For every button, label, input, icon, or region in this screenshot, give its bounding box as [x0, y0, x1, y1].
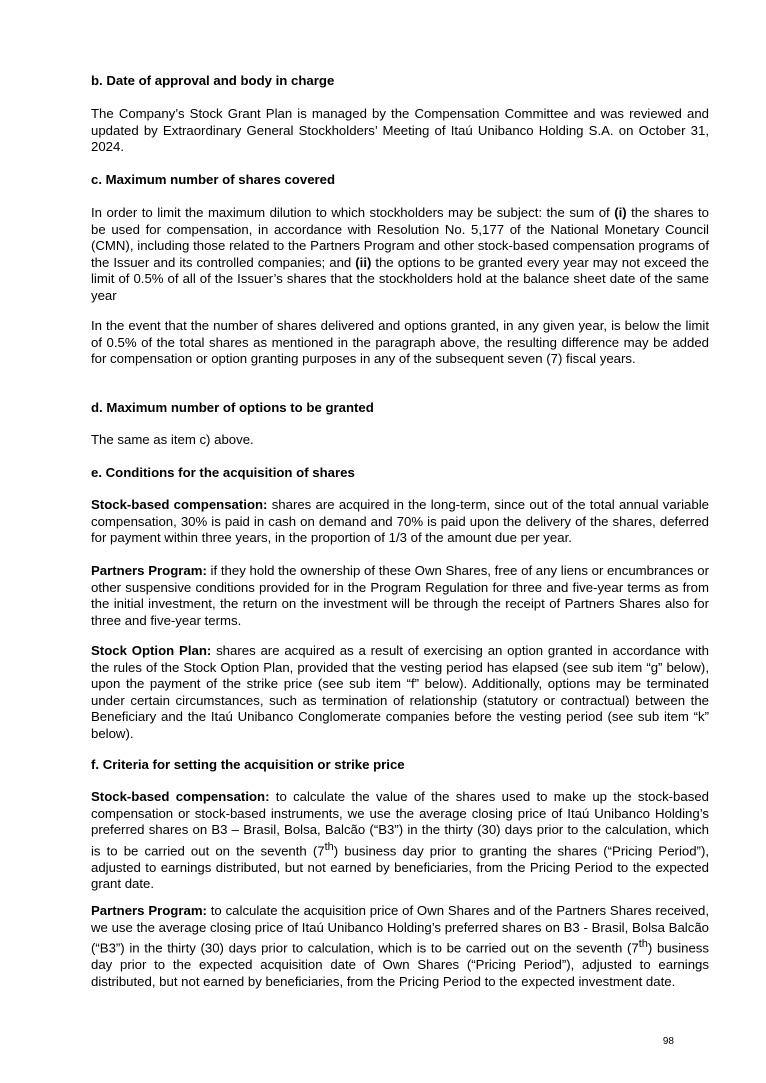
paragraph-f-1 [91, 789, 709, 893]
label-partners-program-f: Partners Program: [91, 903, 207, 918]
label-stock-option-plan: Stock Option Plan: [91, 643, 212, 658]
heading-f: f. Criteria for setting the acquisition or strike price [91, 757, 405, 772]
paragraph-e-1 [91, 497, 709, 547]
paragraph-c-1-text-b: the shares to be used for compensation, in accordance with Resolution No. 5,177 of the National Monetary Council (CMN), including those related to the Partners Program and other stock-based compensation programs of the Issuer and its controlled companies; and [91, 205, 709, 270]
heading-d: d. Maximum number of options to be granted [91, 400, 374, 415]
label-partners-program: Partners Program: [91, 563, 207, 578]
paragraph-e-2 [91, 563, 709, 629]
label-stock-based-compensation-f: Stock-based compensation: [91, 789, 270, 804]
paragraph-c-1-marker-i: (i) [614, 205, 627, 220]
heading-b: b. Date of approval and body in charge [91, 73, 335, 88]
paragraph-e-1-text: shares are acquired in the long-term, since out of the total annual variable compensation, 30% is paid in cash on demand and 70% is paid upon the delivery of the shares, deferred for payment within three years, in the proportion of 1/3 of the amount due per year. [91, 497, 709, 546]
heading-e: e. Conditions for the acquisition of shares [91, 465, 355, 480]
superscript-th: th [324, 840, 334, 853]
paragraph-b-1: The Company’s Stock Grant Plan is managed by the Compensation Committee and was reviewed and updated by Extraordinary General Stockholders’ Meeting of Itaú Unibanco Holding S.A. on October 31, 2024. [91, 106, 709, 155]
paragraph-c-1-text-a: In order to limit the maximum dilution to which stockholders may be subject: the sum of [91, 205, 615, 220]
heading-c: c. Maximum number of shares covered [91, 172, 336, 187]
paragraph-e-3-text: shares are acquired as a result of exercising an option granted in accordance with the rules of the Stock Option Plan, provided that the vesting period has elapsed (see sub item “g” below), upon the payment of the strike price (see sub item “f” below). Additionally, options may be terminated under certain circumstances, such as termination of relationship (statutory or contractual) between the Beneficiary and the Itaú Unibanco Conglomerate companies before the vesting period (see sub item “k” below). [91, 643, 709, 741]
paragraph-e-3 [91, 643, 709, 743]
label-stock-based-compensation: Stock-based compensation: [91, 497, 268, 512]
paragraph-f-2-text-b: ) business day prior to the expected acquisition date of Own Shares (“Pricing Period”), adjusted to earnings distributed, but not earned by beneficiaries, from the Pricing Period to the expected investment date. [91, 940, 709, 989]
paragraph-e-2-text: if they hold the ownership of these Own Shares, free of any liens or encumbrances or other suspensive conditions provided for in the Program Regulation for three and five-year terms as from the initial investment, the return on the investment will be through the receipt of Partners Shares also for three and five-year terms. [91, 563, 709, 628]
paragraph-c-1-text-c: the options to be granted every year may not exceed the limit of 0.5% of all of the Issuer’s shares that the stockholders hold at the balance sheet date of the same year [91, 254, 710, 303]
paragraph-f-2-text-a: to calculate the acquisition price of Own Shares and of the Partners Shares received, we use the average closing price of Itaú Unibanco Holding’s preferred shares on B3 - Brasil, Bolsa Balcão (“B3”) in the thirty (30) days prior to calculation, which is to be carried out on the seventh (7 [91, 903, 710, 956]
paragraph-c-1-marker-ii: (ii) [355, 254, 372, 270]
page-number: 98 [662, 1036, 674, 1047]
paragraph-c-2: In the event that the number of shares delivered and options granted, in any given year, is below the limit of 0.5% of the total shares as mentioned in the paragraph above, the resulting difference may be added for compensation or option granting purposes in any of the subsequent seven (7) fiscal years. [91, 318, 709, 367]
paragraph-d-1: The same as item c) above. [91, 432, 254, 447]
paragraph-f-1-text-b: ) business day prior to granting the shares (“Pricing Period”), adjusted to earnings distributed, but not earned by beneficiaries, from the Pricing Period to the expected grant date. [91, 843, 709, 892]
superscript-th-2: th [638, 938, 648, 951]
paragraph-f-2 [91, 903, 709, 990]
paragraph-f-1-text-a: to calculate the value of the shares used to make up the stock-based compensation or stock-based instruments, we use the average closing price of Itaú Unibanco Holding’s preferred shares on B3 – Brasil, Bolsa, Balcão (“B3”) in the thirty (30) days prior to the calculation, which is to be carried out on the seventh (7 [91, 789, 709, 859]
paragraph-c-1 [91, 205, 709, 305]
